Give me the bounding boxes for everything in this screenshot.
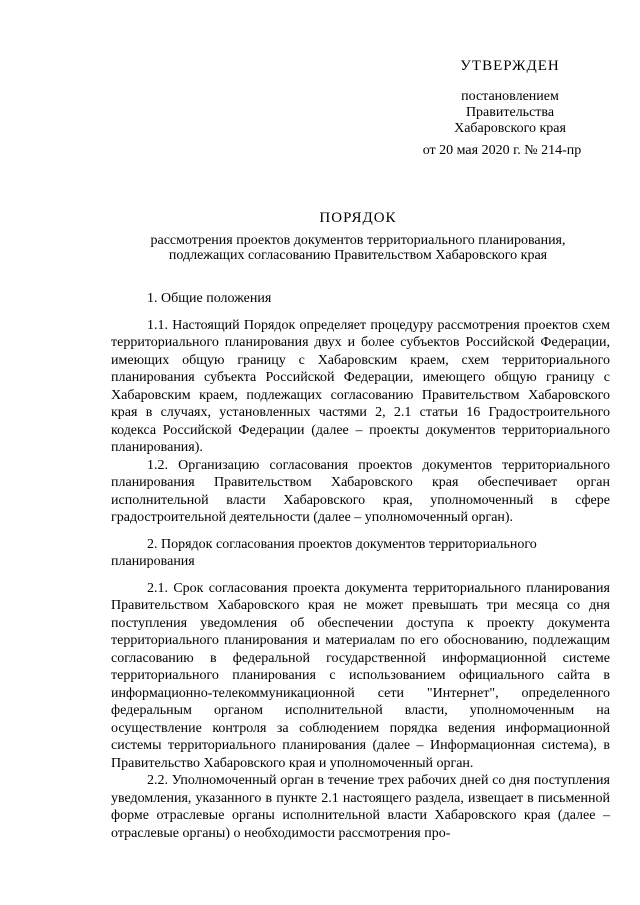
approval-title: УТВЕРЖДЕН xyxy=(460,58,560,74)
paragraph-2-2: 2.2. Уполномоченный орган в течение трех рабочих дней со дня поступления уведомления, указанного в пункте 2.1 настоящего раздела, извещает в письменной форме отраслевые органы исполнительной власти Хабаровского края (далее – отраслевые органы) о необходимости рассмотрения про- xyxy=(111,773,610,841)
paragraph-1-2: 1.2. Организацию согласования проектов документов территориального планирования Правительством Хабаровского края обеспечивает орган исполнительной власти Хабаровского края, уполномоченный в сфере градостроительной деятельности (далее – уполномоченный орган). xyxy=(111,457,610,525)
section-heading-1: 1. Общие положения xyxy=(147,291,272,306)
paragraph-2-1: 2.1. Срок согласования проекта документа территориального планирования Правительством Хабаровского края не может превышать три месяца со дня поступления уведомления об обеспечении доступа к проекту документа территориального планирования и материалам по его обоснованию, подлежащим согласованию в федеральной государственной информационной системе территориального планирования с использованием официального сайта в информационно-телекоммуникационной сети "Интернет", определенного федеральным органом исполнительной власти, уполномоченным на осуществление контроля за соблюдением порядка ведения информационной системы территориального планирования (далее – Информационная система), в Правительство Хабаровского края и уполномоченный орган. xyxy=(111,580,610,771)
document-subtitle: рассмотрения проектов документов территориального планирования, подлежащих согласованию Правительством Хабаровского края xyxy=(150,233,566,263)
paragraph-1-1: 1.1. Настоящий Порядок определяет процедуру рассмотрения проектов схем территориального планирования двух и более субъектов Российской Федерации, имеющих общую границу с Хабаровским краем, схем территориального планирования субъекта Российской Федерации, имеющего общую границу с Хабаровским краем, подлежащих согласованию Правительством Хабаровского края в случаях, установленных частями 2, 2.1 статьи 16 Градостроительного кодекса Российской Федерации (далее – проекты документов территориального планирования). xyxy=(111,317,610,455)
approval-line-1: постановлением xyxy=(461,89,559,104)
document-title: ПОРЯДОК xyxy=(319,210,397,226)
section-heading-2: 2. Порядок согласования проектов документов территориального планирования xyxy=(111,536,537,569)
document-body xyxy=(111,290,610,842)
approval-block xyxy=(400,58,620,159)
approval-date: от 20 мая 2020 г. № 214-пр xyxy=(422,143,582,158)
approval-line-3: Хабаровского края xyxy=(454,121,566,136)
approval-line-2: Правительства xyxy=(465,105,555,120)
